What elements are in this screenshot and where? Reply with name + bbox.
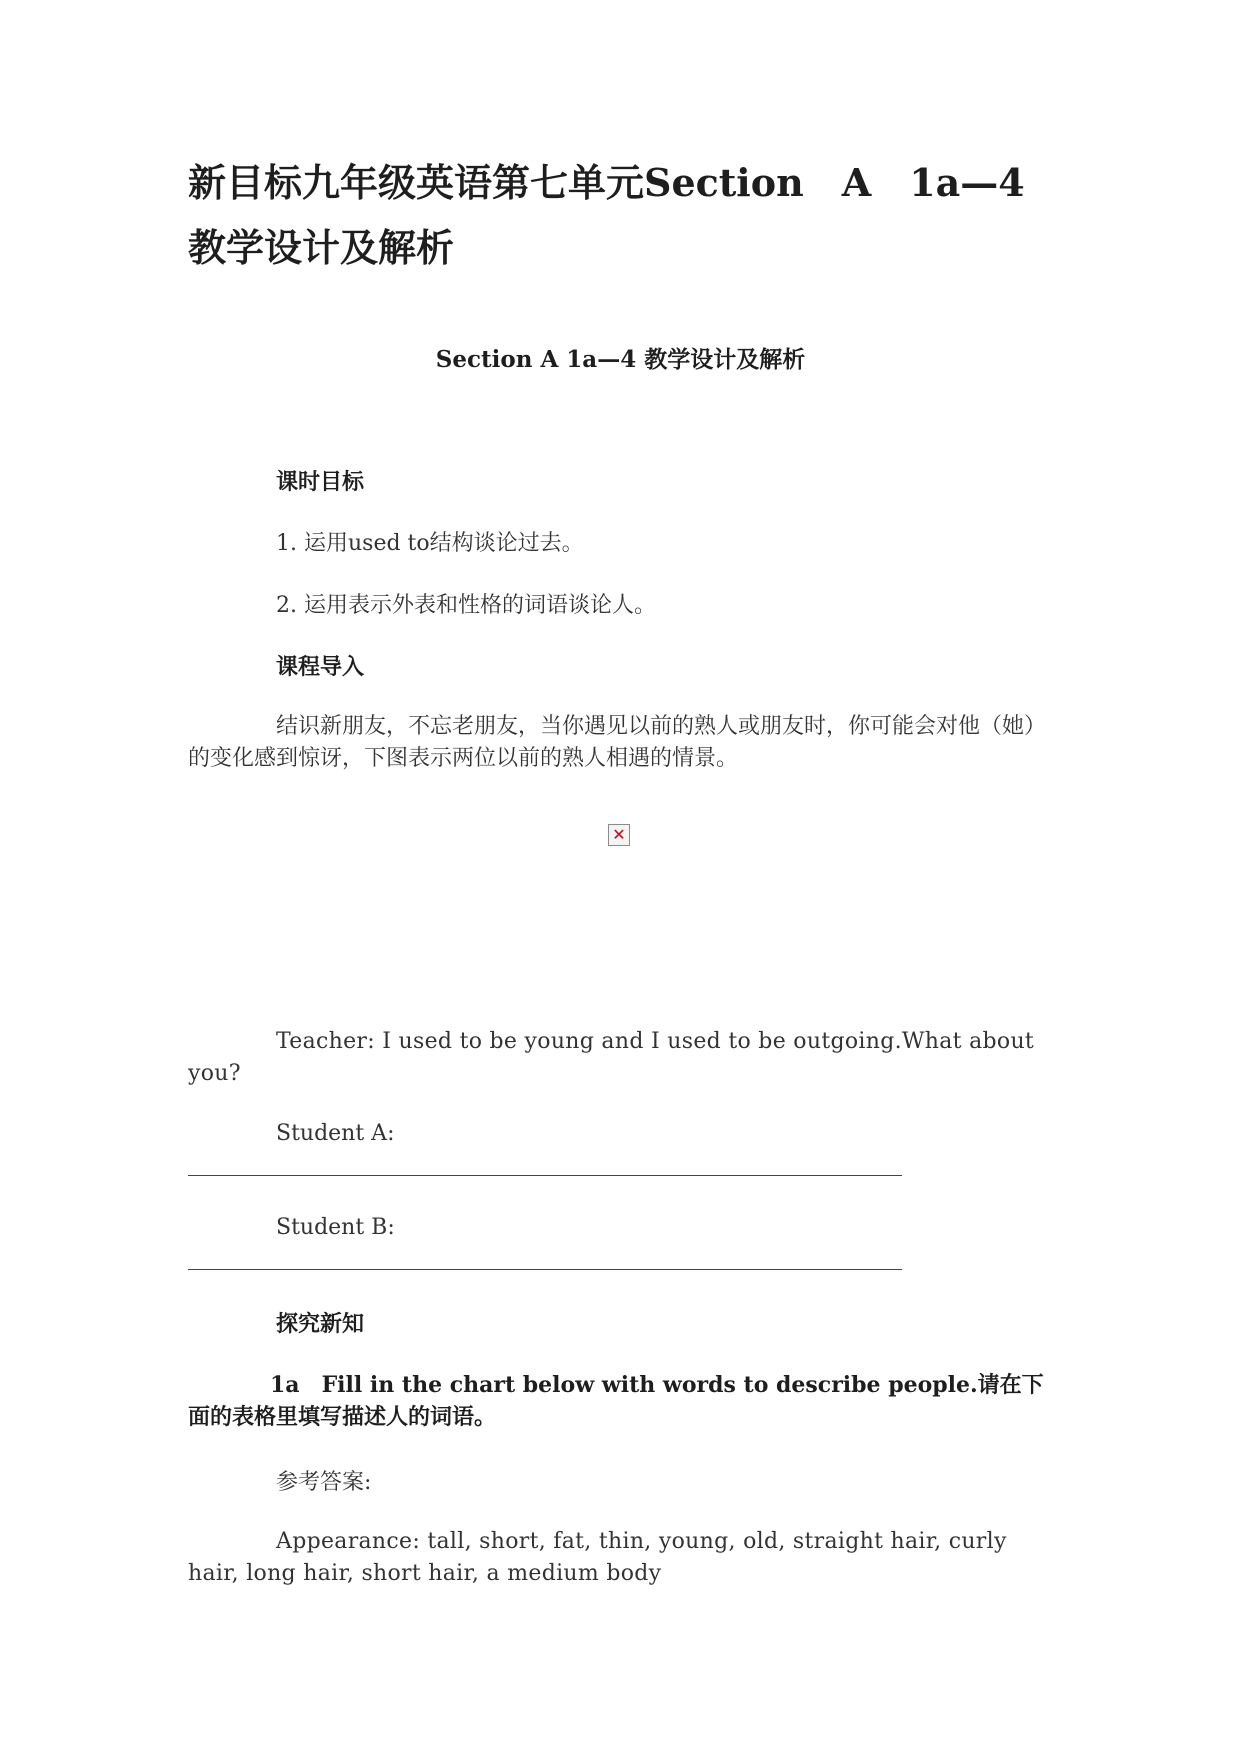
objective-item-1: 1. 运用used to结构谈论过去。: [276, 531, 584, 556]
broken-image-icon: [608, 824, 630, 846]
document-subtitle: Section A 1a—4 教学设计及解析: [435, 346, 806, 373]
answer-text: Appearance: tall, short, fat, thin, young, old, straight hair, curly hair, long hair, short hair, a medium body: [188, 1529, 1007, 1586]
heading-intro: 课程导入: [276, 654, 365, 680]
broken-image-mark: ✕: [612, 825, 626, 844]
student-a-answer-line: [188, 1175, 902, 1176]
document-title: 新目标九年级英语第七单元Section A 1a—4 教学设计及解析: [188, 160, 1063, 270]
teacher-line: Teacher: I used to be young and I used to be outgoing.What about you?: [188, 1029, 1035, 1086]
task-1a: 1a Fill in the chart below with words to describe people.请在下面的表格里填写描述人的词语。: [188, 1372, 1044, 1430]
student-a-label: Student A:: [276, 1121, 395, 1146]
answer-label: 参考答案:: [276, 1470, 372, 1495]
intro-paragraph: 结识新朋友，不忘老朋友，当你遇见以前的熟人或朋友时，你可能会对他（她）的变化感到惊讶，下图表示两位以前的熟人相遇的情景。: [188, 714, 1047, 771]
objective-item-2: 2. 运用表示外表和性格的词语谈论人。: [276, 593, 656, 618]
heading-explore: 探究新知: [276, 1311, 365, 1337]
heading-objectives: 课时目标: [276, 469, 365, 495]
student-b-label: Student B:: [276, 1215, 395, 1240]
student-b-answer-line: [188, 1269, 902, 1270]
